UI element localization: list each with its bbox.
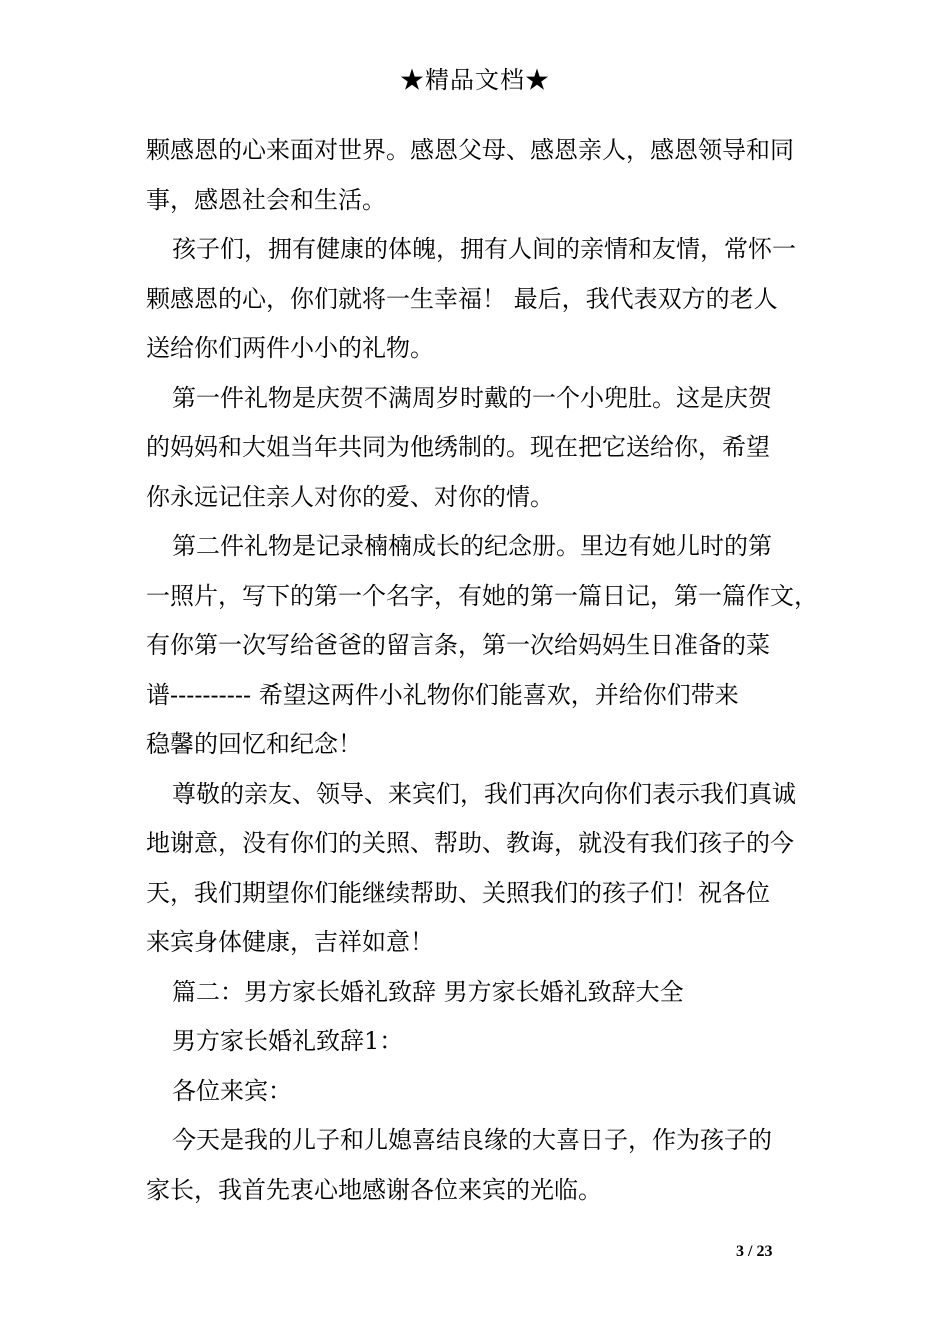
document-body — [146, 126, 818, 1215]
text-line: 稳馨的回忆和纪念！ — [146, 730, 362, 758]
text-line: 谱---------- 希望这两件小礼物你们能喜欢，并给你们带来 — [146, 680, 739, 709]
text-line: 天，我们期望你们能继续帮助、关照我们的孩子们！祝各位 — [146, 878, 770, 907]
text-line: 有你第一次写给爸爸的留言条，第一次给妈妈生日准备的菜 — [146, 631, 770, 659]
text-line: 尊敬的亲友、领导、来宾们，我们再次向你们表示我们真诚 — [172, 779, 796, 808]
text-line: 第一件礼物是庆贺不满周岁时戴的一个小兜肚。这是庆贺 — [172, 383, 772, 412]
text-line: 各位来宾： — [172, 1076, 292, 1105]
text-line: 颗感恩的心，你们就将一生幸福！ 最后，我代表双方的老人 — [146, 284, 778, 313]
paragraph — [146, 1116, 810, 1215]
paragraph — [146, 522, 818, 770]
page-number: 3 / 23 — [736, 1243, 773, 1260]
paragraph — [146, 374, 810, 523]
text-line: 你永远记住亲人对你的爱、对你的情。 — [146, 482, 554, 511]
text-line: 的妈妈和大姐当年共同为他绣制的。现在把它送给你，希望 — [146, 433, 770, 461]
header-title: ★精品文档★ — [400, 66, 550, 94]
section-heading — [146, 968, 810, 1018]
paragraph — [146, 126, 810, 225]
text-line: 篇二：男方家长婚礼致辞 男方家长婚礼致辞大全 — [172, 977, 684, 1006]
text-line: 第二件礼物是记录楠楠成长的纪念册。里边有她儿时的第 — [172, 532, 772, 560]
text-line: 孩子们，拥有健康的体魄，拥有人间的亲情和友情，常怀一 — [172, 235, 796, 263]
salutation — [146, 1067, 810, 1117]
text-line: 来宾身体健康，吉祥如意！ — [146, 928, 434, 956]
text-line: 今天是我的儿子和儿媳喜结良缘的大喜日子，作为孩子的 — [172, 1126, 772, 1154]
text-line: 地谢意，没有你们的关照、帮助、教诲，就没有我们孩子的今 — [146, 829, 794, 857]
text-line: 事，感恩社会和生活。 — [146, 185, 386, 214]
text-line: 一照片，写下的第一个名字，有她的第一篇日记，第一篇作文， — [146, 581, 818, 610]
text-line: 家长，我首先衷心地感谢各位来宾的光临。 — [146, 1175, 602, 1204]
paragraph — [146, 225, 810, 374]
subheading — [146, 1017, 810, 1067]
paragraph — [146, 770, 810, 968]
page-header — [0, 62, 950, 98]
text-line: 颗感恩的心来面对世界。感恩父母、感恩亲人，感恩领导和同 — [146, 136, 794, 164]
text-line: 送给你们两件小小的礼物。 — [146, 334, 434, 362]
text-line: 男方家长婚礼致辞1： — [172, 1027, 404, 1055]
